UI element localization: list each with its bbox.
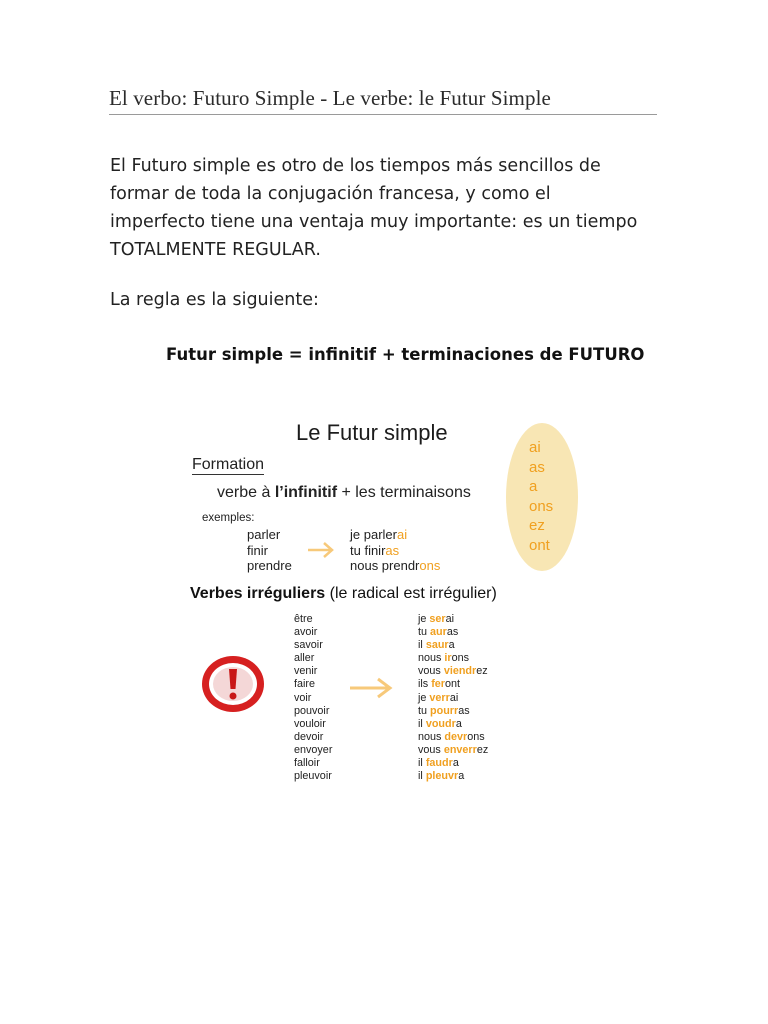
irregular-ending: as (458, 704, 470, 717)
irregular-conjugated (418, 652, 488, 665)
example-ending: ons (419, 558, 441, 573)
example-infinitive: prendre (247, 558, 292, 573)
irregular-title-bold: Verbes irréguliers (190, 585, 326, 602)
irregular-infinitive: savoir (294, 639, 323, 652)
irregular-title (190, 585, 497, 603)
paragraph-line: formar de toda la conjugación francesa, y como el (110, 184, 551, 204)
intro-paragraph (110, 152, 670, 264)
formula: Futur simple = infinitif + terminaciones de FUTURO (166, 345, 645, 364)
rule-intro: La regla es la siguiente: (110, 290, 319, 310)
irregular-infinitive: avoir (294, 626, 318, 639)
irregular-infinitive: envoyer (294, 743, 333, 756)
irregular-stem: enverr (443, 743, 477, 756)
examples-conjugated (350, 527, 440, 574)
paragraph-line: imperfecto tiene una ventaja muy importante: es un tiempo (110, 212, 638, 232)
irregular-infinitive: falloir (294, 757, 320, 770)
irregular-pronoun: ils (418, 678, 432, 691)
example-ending: ai (396, 527, 408, 542)
example-stem: nous prendr (350, 558, 420, 573)
irregular-stem: pourr (430, 704, 459, 717)
irregular-infinitive: voir (294, 691, 312, 704)
irregular-ending: ont (445, 678, 461, 691)
page-title: El verbo: Futuro Simple - Le verbe: le Futur Simple (109, 86, 657, 115)
right-arrow-icon (348, 676, 394, 700)
ending-item: a (529, 478, 538, 495)
irregular-ending: ez (476, 665, 488, 678)
example-conjugated (350, 543, 440, 559)
ending-item: as (529, 458, 545, 476)
irregular-conjugated (418, 639, 488, 652)
irregular-ending: ai (445, 613, 455, 625)
ending-item: ons (529, 497, 554, 515)
irregular-pronoun: tu (418, 704, 431, 717)
irregular-pronoun: nous (418, 730, 445, 743)
irregular-infinitive: aller (294, 652, 315, 665)
irregular-pronoun: tu (418, 626, 431, 639)
formation-rule (217, 484, 471, 502)
irregular-infinitive: venir (294, 665, 318, 678)
irregular-title-rest: (le radical est irrégulier) (325, 585, 497, 602)
ending-item: ont (529, 536, 550, 554)
irregular-pronoun: je (418, 613, 430, 625)
irregular-conjugated (418, 678, 488, 691)
ending-item: ez (529, 517, 545, 534)
paragraph-line: El Futuro simple es otro de los tiempos más sencillos de (110, 156, 601, 176)
irregular-infinitive: être (294, 613, 313, 625)
irregular-conjugated (418, 665, 488, 678)
rule-prefix: verbe à (217, 484, 275, 501)
paragraph-line: TOTALMENTE REGULAR. (110, 240, 321, 260)
rule-bold: l’infinitif (274, 484, 338, 501)
irregular-conjugated (418, 613, 488, 783)
irregular-pronoun: nous (418, 652, 445, 665)
irregular-conjugated (418, 718, 488, 731)
irregular-infinitives (294, 613, 332, 783)
irregular-pronoun: je (418, 691, 430, 704)
irregular-conjugated (418, 626, 488, 639)
irregular-conjugated (418, 731, 488, 744)
irregular-stem: verr (429, 691, 450, 704)
irregular-pronoun: il (418, 757, 426, 770)
irregular-pronoun: il (418, 639, 426, 652)
irregular-stem: viendr (443, 665, 477, 678)
irregular-stem: faudr (425, 757, 453, 770)
irregular-ending: as (446, 626, 459, 639)
example-infinitive: parler (247, 527, 281, 542)
irregular-stem: devr (444, 730, 468, 743)
irregular-conjugated (418, 770, 488, 783)
endings-list (529, 438, 553, 555)
futur-simple-figure (180, 398, 600, 798)
irregular-ending: ez (476, 743, 489, 756)
formation-label: Formation (192, 456, 265, 473)
irregular-stem: aur (430, 626, 447, 639)
irregular-stem: ser (429, 613, 446, 625)
irregular-infinitive: faire (294, 678, 316, 691)
irregular-infinitive: pleuvoir (294, 770, 332, 783)
irregular-infinitive: devoir (294, 730, 324, 743)
irregular-infinitive: pouvoir (294, 704, 330, 717)
irregular-ending: ons (467, 730, 485, 743)
figure-title: Le Futur simple (296, 420, 448, 445)
example-conjugated (350, 527, 440, 543)
examples-infinitives (247, 527, 292, 574)
irregular-conjugated (418, 613, 488, 626)
ending-item: ai (529, 439, 541, 456)
irregular-conjugated (418, 692, 488, 705)
exclamation-warning-icon (200, 653, 266, 715)
example-stem: tu finir (350, 542, 386, 558)
irregular-stem: ir (444, 652, 452, 665)
irregular-infinitive: vouloir (294, 717, 326, 730)
irregular-ending: a (455, 717, 462, 730)
example-conjugated (350, 558, 440, 574)
irregular-ending: ons (451, 652, 470, 665)
example-stem: je parler (350, 527, 397, 542)
irregular-pronoun: vous (418, 743, 444, 756)
irregular-pronoun: il (418, 717, 426, 730)
irregular-ending: a (452, 757, 459, 770)
example-infinitive: finir (247, 542, 268, 558)
right-arrow-icon (306, 541, 336, 559)
irregular-conjugated (418, 757, 488, 770)
example-ending: as (385, 542, 400, 558)
irregular-stem: voudr (425, 717, 456, 730)
irregular-stem: pleuvr (425, 770, 459, 783)
irregular-ending: a (458, 770, 465, 783)
irregular-ending: a (448, 639, 455, 652)
rule-suffix: + les terminaisons (337, 484, 471, 501)
irregular-conjugated (418, 705, 488, 718)
irregular-stem: fer (431, 678, 446, 691)
irregular-pronoun: vous (418, 665, 444, 678)
examples-label: exemples: (202, 512, 255, 524)
irregular-pronoun: il (418, 770, 426, 783)
irregular-stem: saur (425, 639, 449, 652)
irregular-ending: ai (449, 691, 459, 704)
irregular-conjugated (418, 744, 488, 757)
